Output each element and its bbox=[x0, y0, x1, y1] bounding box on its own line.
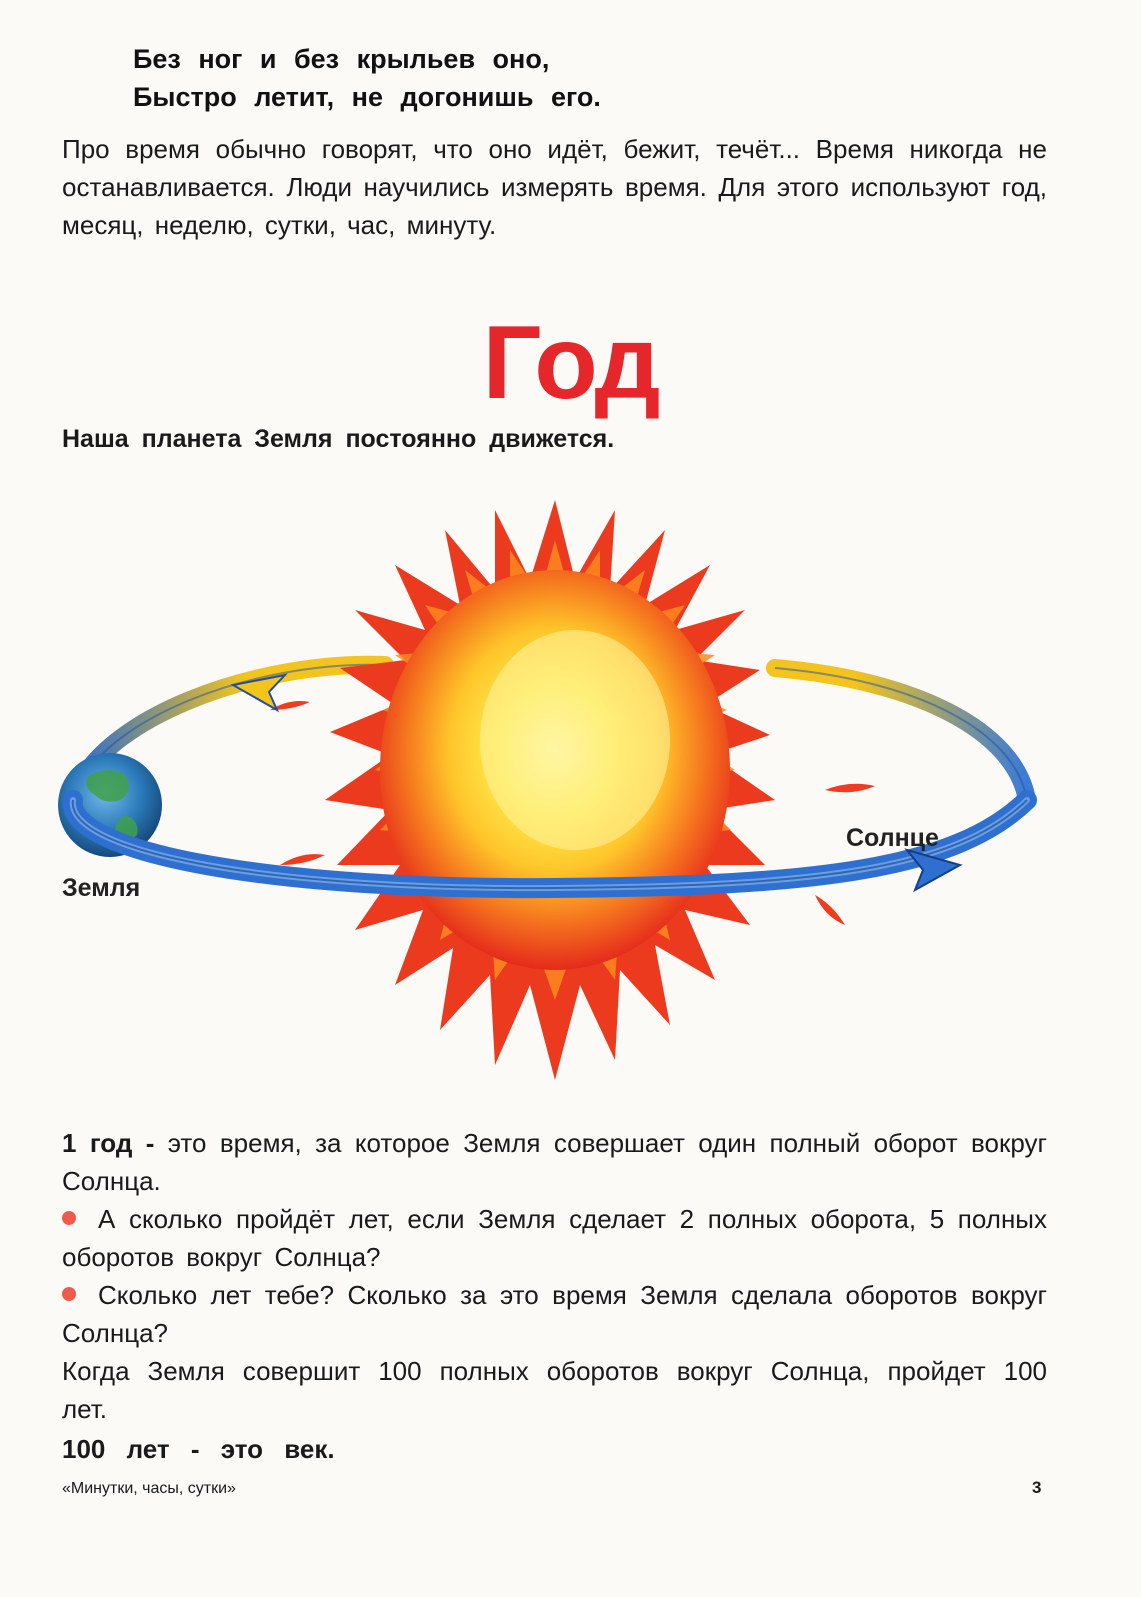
definition-dash: - bbox=[132, 1128, 168, 1158]
bullet-dot-icon bbox=[62, 1287, 76, 1301]
question-2-text: Сколько лет тебе? Сколько за это время Земля сделала оборотов вокруг Солнца? bbox=[62, 1280, 1047, 1348]
question-2 bbox=[62, 1276, 1047, 1352]
riddle bbox=[133, 40, 601, 116]
riddle-line-2: Быстро летит, не догонишь его. bbox=[133, 82, 601, 112]
definition-paragraph bbox=[62, 1124, 1047, 1200]
lead-sentence: Наша планета Земля постоянно движется. bbox=[62, 425, 615, 453]
intro-paragraph: Про время обычно говорят, что оно идёт, бежит, течёт... Время никогда не останавливается. Люди научились измерять время. Для этого используют год, месяц, неделю, сутки, час, минуту. bbox=[62, 134, 1047, 240]
bullet-dot-icon bbox=[62, 1211, 76, 1225]
page-number: 3 bbox=[1032, 1478, 1042, 1497]
definition-text: это время, за которое Земля совершает один полный оборот вокруг Солнца. bbox=[62, 1128, 1047, 1196]
definition-term: 1 год bbox=[62, 1128, 133, 1158]
footer-source: «Минутки, часы, сутки» bbox=[62, 1480, 236, 1497]
sun-earth-illustration bbox=[55, 470, 1055, 1110]
century-statement: 100 лет - это век. bbox=[62, 1434, 335, 1464]
sun-icon bbox=[325, 500, 775, 1080]
question-1-text: А сколько пройдёт лет, если Земля сделает 2 полных оборота, 5 полных оборотов вокруг Солнца? bbox=[62, 1204, 1047, 1272]
section-heading: Год bbox=[482, 305, 659, 421]
earth-label: Земля bbox=[62, 874, 141, 902]
body-text bbox=[62, 1124, 1047, 1468]
statement-paragraph: Когда Земля совершит 100 полных оборотов вокруг Солнца, пройдет 100 лет. bbox=[62, 1356, 1047, 1424]
question-1 bbox=[62, 1200, 1047, 1276]
riddle-line-1: Без ног и без крыльев оно, bbox=[133, 44, 550, 74]
sun-label: Солнце bbox=[846, 824, 939, 852]
